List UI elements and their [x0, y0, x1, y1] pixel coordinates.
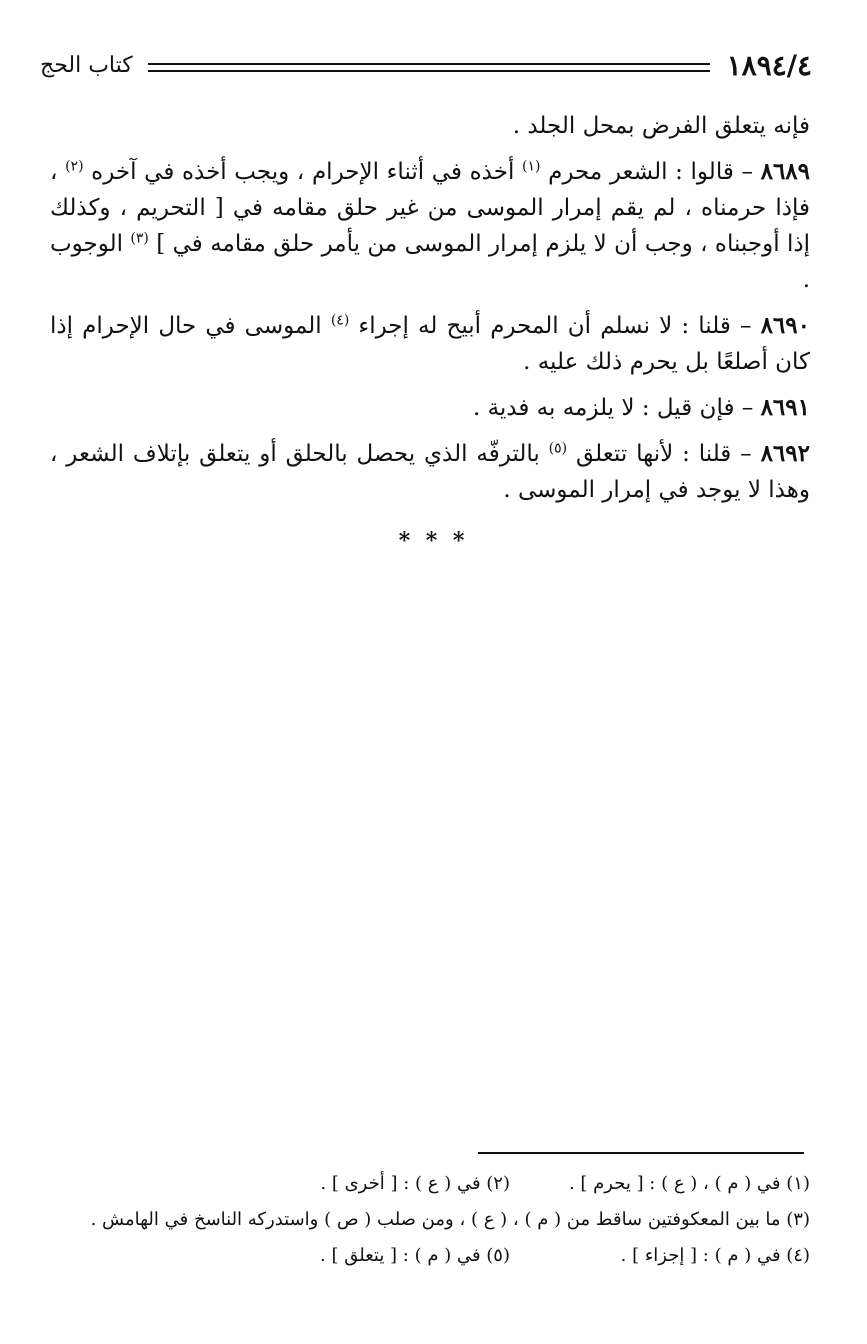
footnote-reference: (٢)	[65, 158, 84, 175]
footnote-4: (٤) في ( م ) : [ إجزاء ] .	[620, 1245, 810, 1266]
paragraph-number: ٨٦٩١	[760, 394, 810, 421]
paragraph	[50, 308, 810, 380]
section-separator: * * *	[398, 528, 469, 554]
footnote-reference: (٤)	[330, 312, 350, 329]
running-title: كتاب الحج	[40, 53, 133, 78]
paragraph-text: – فإن قيل : لا يلزمه به فدية .	[472, 395, 761, 421]
paragraph-text: – قلنا : لأنها تتعلق	[567, 441, 761, 467]
paragraph	[50, 390, 810, 426]
footnote-rule	[478, 1152, 804, 1154]
paragraph	[50, 108, 810, 144]
paragraph-number: ٨٦٨٩	[760, 158, 811, 185]
footnote-row	[50, 1166, 810, 1202]
footnote-5: (٥) في ( م ) : [ يتعلق ] .	[320, 1245, 510, 1266]
footnote-reference: (١)	[521, 158, 541, 175]
page-number: ١٨٩٤/٤	[726, 49, 812, 82]
paragraph-text: بالترفّه الذي يحصل بالحلق أو يتعلق بإتلاف الشعر ، وهذا لا يوجد في إمرار الموسى .	[50, 441, 810, 503]
paragraph-number: ٨٦٩٢	[760, 440, 810, 467]
footnote-reference: (٥)	[548, 440, 568, 457]
header-double-rule	[148, 63, 710, 72]
paragraph-text: فإنه يتعلق الفرض بمحل الجلد .	[512, 113, 810, 139]
main-text	[50, 108, 810, 518]
footnote-1: (١) في ( م ) ، ( ع ) : [ يحرم ] .	[568, 1173, 810, 1194]
footnote-row	[50, 1202, 810, 1238]
paragraph-text: – قلنا : لا نسلم أن المحرم أبيح له إجراء	[349, 313, 761, 339]
paragraph-text: أخذه في أثناء الإحرام ، ويجب أخذه في آخره	[83, 159, 522, 185]
paragraph-text: ، فإذا حرمناه ، لم يقم إمرار الموسى من غير حلق مقامه في [ التحريم ، وكذلك إذا أوجبناه ، وجب أن لا يلزم إمرار الموسى من يأمر حلق مقامه في ]	[50, 159, 810, 257]
footnote-row	[50, 1238, 810, 1274]
paragraph-number: ٨٦٩٠	[760, 312, 810, 339]
paragraph-text: – قالوا : الشعر محرم	[540, 159, 761, 185]
footnote-reference: (٣)	[130, 230, 149, 247]
paragraph	[50, 436, 810, 508]
paragraph-text: الوجوب .	[50, 231, 810, 293]
footnotes	[50, 1166, 810, 1274]
footnote-3: (٣) ما بين المعكوفتين ساقط من ( م ) ، ( ع ) ، ومن صلب ( ص ) واستدركه الناسخ في الهامش .	[90, 1209, 810, 1230]
paragraph	[50, 154, 810, 298]
page-header	[40, 48, 812, 88]
footnote-2: (٢) في ( ع ) : [ أخرى ] .	[320, 1173, 510, 1194]
paragraph-text: الموسى في حال الإحرام إذا كان أصلعًا بل يحرم ذلك عليه .	[50, 313, 810, 375]
